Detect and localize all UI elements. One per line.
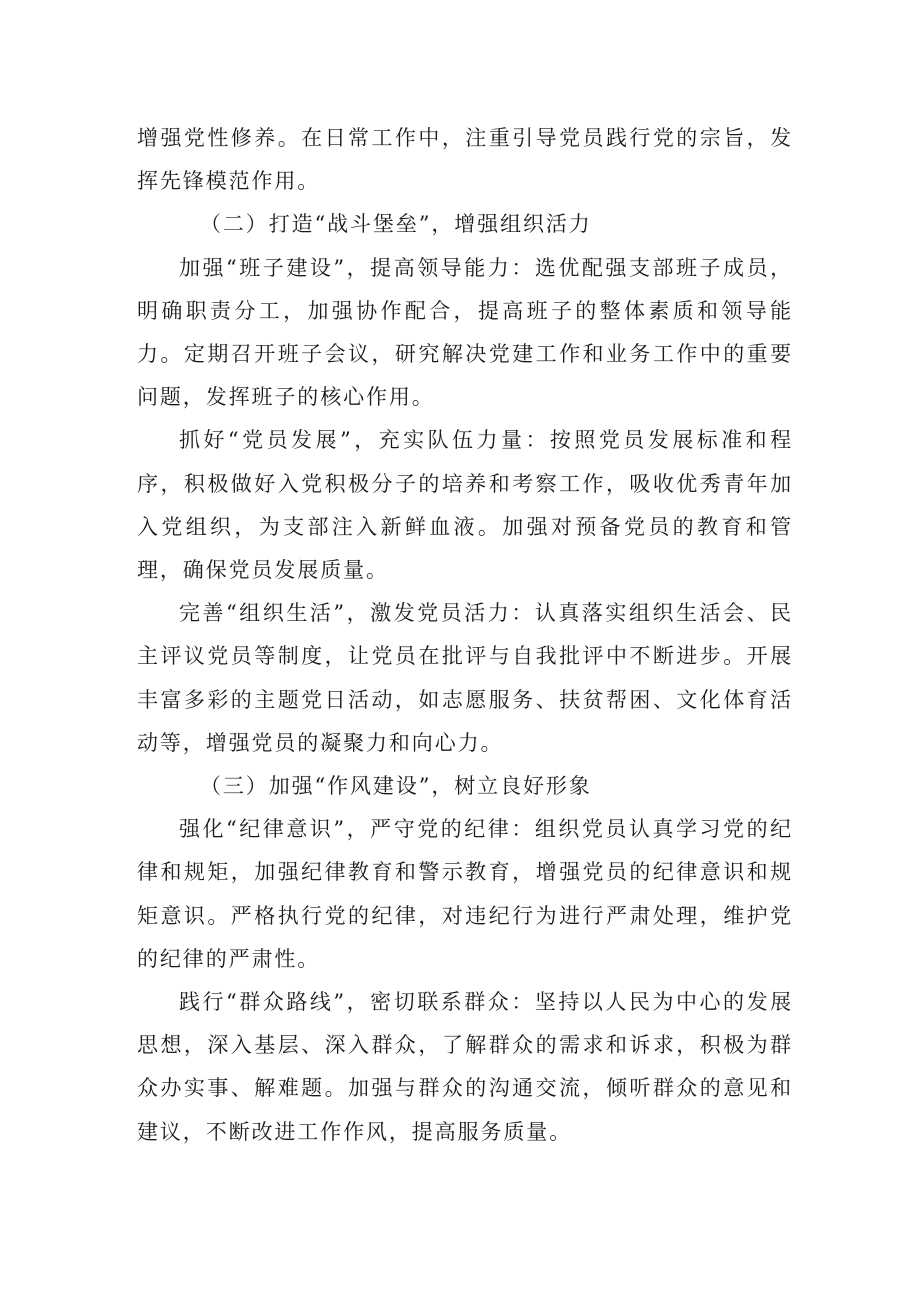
- paragraph-mass-line: 践行“群众路线”，密切联系群众：坚持以人民为中心的发展思想，深入基层、深入群众，了解群众的需求和诉求，积极为群众办实事、解难题。加强与群众的沟通交流，倾听群众的意见和建议，不断改进工作作风，提高服务质量。: [137, 990, 793, 1144]
- paragraph-organization-life: 完善“组织生活”，激发党员活力：认真落实组织生活会、民主评议党员等制度，让党员在批评与自我批评中不断进步。开展丰富多彩的主题党日活动，如志愿服务、扶贫帮困、文化体育活动等，增强党员的凝聚力和向心力。: [137, 601, 793, 755]
- document-body: [137, 117, 793, 1154]
- paragraph-team-building: 加强“班子建设”，提高领导能力：选优配强支部班子成员，明确职责分工，加强协作配合，提高班子的整体素质和领导能力。定期召开班子会议，研究解决党建工作和业务工作中的重要问题，发挥班子的核心作用。: [137, 255, 793, 410]
- paragraph-discipline: 强化“纪律意识”，严守党的纪律：组织党员认真学习党的纪律和规矩，加强纪律教育和警示教育，增强党员的纪律意识和规矩意识。严格执行党的纪律，对违纪行为进行严肃处理，维护党的纪律的严肃性。: [137, 817, 793, 971]
- section-heading-3: （三）加强“作风建设”，树立良好形象: [200, 774, 592, 799]
- paragraph-member-development: 抓好“党员发展”，充实队伍力量：按照党员发展标准和程序，积极做好入党积极分子的培养和考察工作，吸收优秀青年加入党组织，为支部注入新鲜血液。加强对预备党员的教育和管理，确保党员发展质量。: [137, 428, 793, 583]
- continuation-paragraph: 增强党性修养。在日常工作中，注重引导党员践行党的宗旨，发挥先锋模范作用。: [137, 126, 793, 194]
- section-heading-2: （二）打造“战斗堡垒”，增强组织活力: [200, 212, 592, 237]
